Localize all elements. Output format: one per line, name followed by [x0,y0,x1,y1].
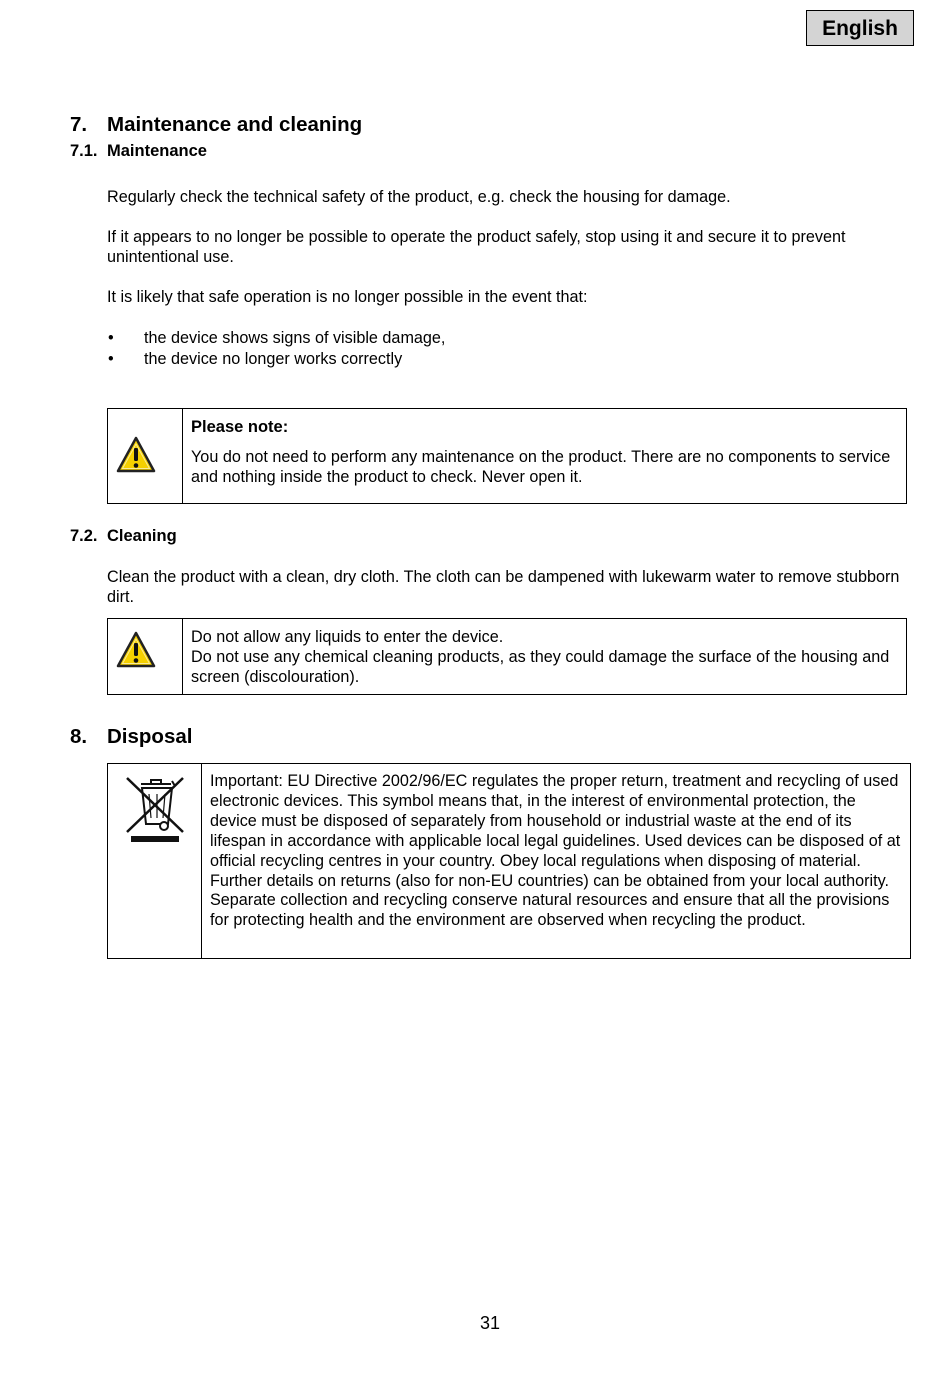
bullet-icon: • [108,350,114,368]
disposal-text: Important: EU Directive 2002/96/EC regulates the proper return, treatment and recycling of used electronic devices. This symbol means that, in the interest of environmental protection, the device must be disposed of separately from household or industrial waste at the end of its lifespan in accordance with applicable local legal guidelines. Used devices can be disposed of at official recycling centres in your country. Obey local regulations when disposing of material. Further details on returns (also for non-EU countries) can be obtained from your local authority. Separate collection and recycling conserve natural resources and ensure that all the provisions for protecting health and the environment are observed when recycling the product. [210,772,901,930]
note-text: You do not need to perform any maintenance on the product. There are no components to service and nothing inside the product to check. Never open it. [191,448,891,486]
maintenance-paragraph-1: Regularly check the technical safety of the product, e.g. check the housing for damage. [107,188,731,206]
cleaning-warning-box [107,618,907,695]
note-icon-cell [108,619,183,694]
note-text-cell [183,409,906,503]
list-item [108,328,888,348]
section-title: Maintenance and cleaning [107,113,363,136]
warning-line-2: Do not use any chemical cleaning products, as they could damage the surface of the housing and screen (discolouration). [191,648,890,686]
subsection-7-1-heading [70,142,470,164]
section-7-heading [70,113,570,139]
subsection-number: 7.1. [70,142,98,160]
subsection-title: Maintenance [107,142,207,160]
list-item [108,349,888,369]
warning-triangle-icon [116,631,156,669]
subsection-7-2-heading [70,527,470,549]
section-8-heading [70,725,470,751]
list-item-text: the device shows signs of visible damage, [144,329,446,347]
bullet-icon: • [108,329,114,347]
crossed-out-wheelie-bin-icon [121,772,189,844]
disposal-box [107,763,911,959]
maintenance-note-box [107,408,907,504]
cleaning-paragraph: Clean the product with a clean, dry cloth. The cloth can be dampened with lukewarm water to remove stubborn dirt. [107,568,900,606]
disposal-icon-cell [108,764,202,958]
warning-line-1: Do not allow any liquids to enter the device. [191,628,504,646]
section-number: 8. [70,725,88,748]
page-number: 31 [479,1313,501,1333]
section-number: 7. [70,113,88,136]
maintenance-paragraph-3: It is likely that safe operation is no longer possible in the event that: [107,288,588,306]
disposal-text-cell [202,764,910,958]
note-title: Please note: [191,418,289,436]
section-title: Disposal [107,725,193,748]
list-item-text: the device no longer works correctly [144,350,403,368]
subsection-number: 7.2. [70,527,98,545]
note-text-cell [183,619,906,694]
language-tab: English [806,10,914,46]
note-icon-cell [108,409,183,503]
subsection-title: Cleaning [107,527,177,545]
warning-triangle-icon [116,436,156,474]
maintenance-paragraph-2: If it appears to no longer be possible to operate the product safely, stop using it and secure it to prevent unintentional use. [107,228,846,266]
